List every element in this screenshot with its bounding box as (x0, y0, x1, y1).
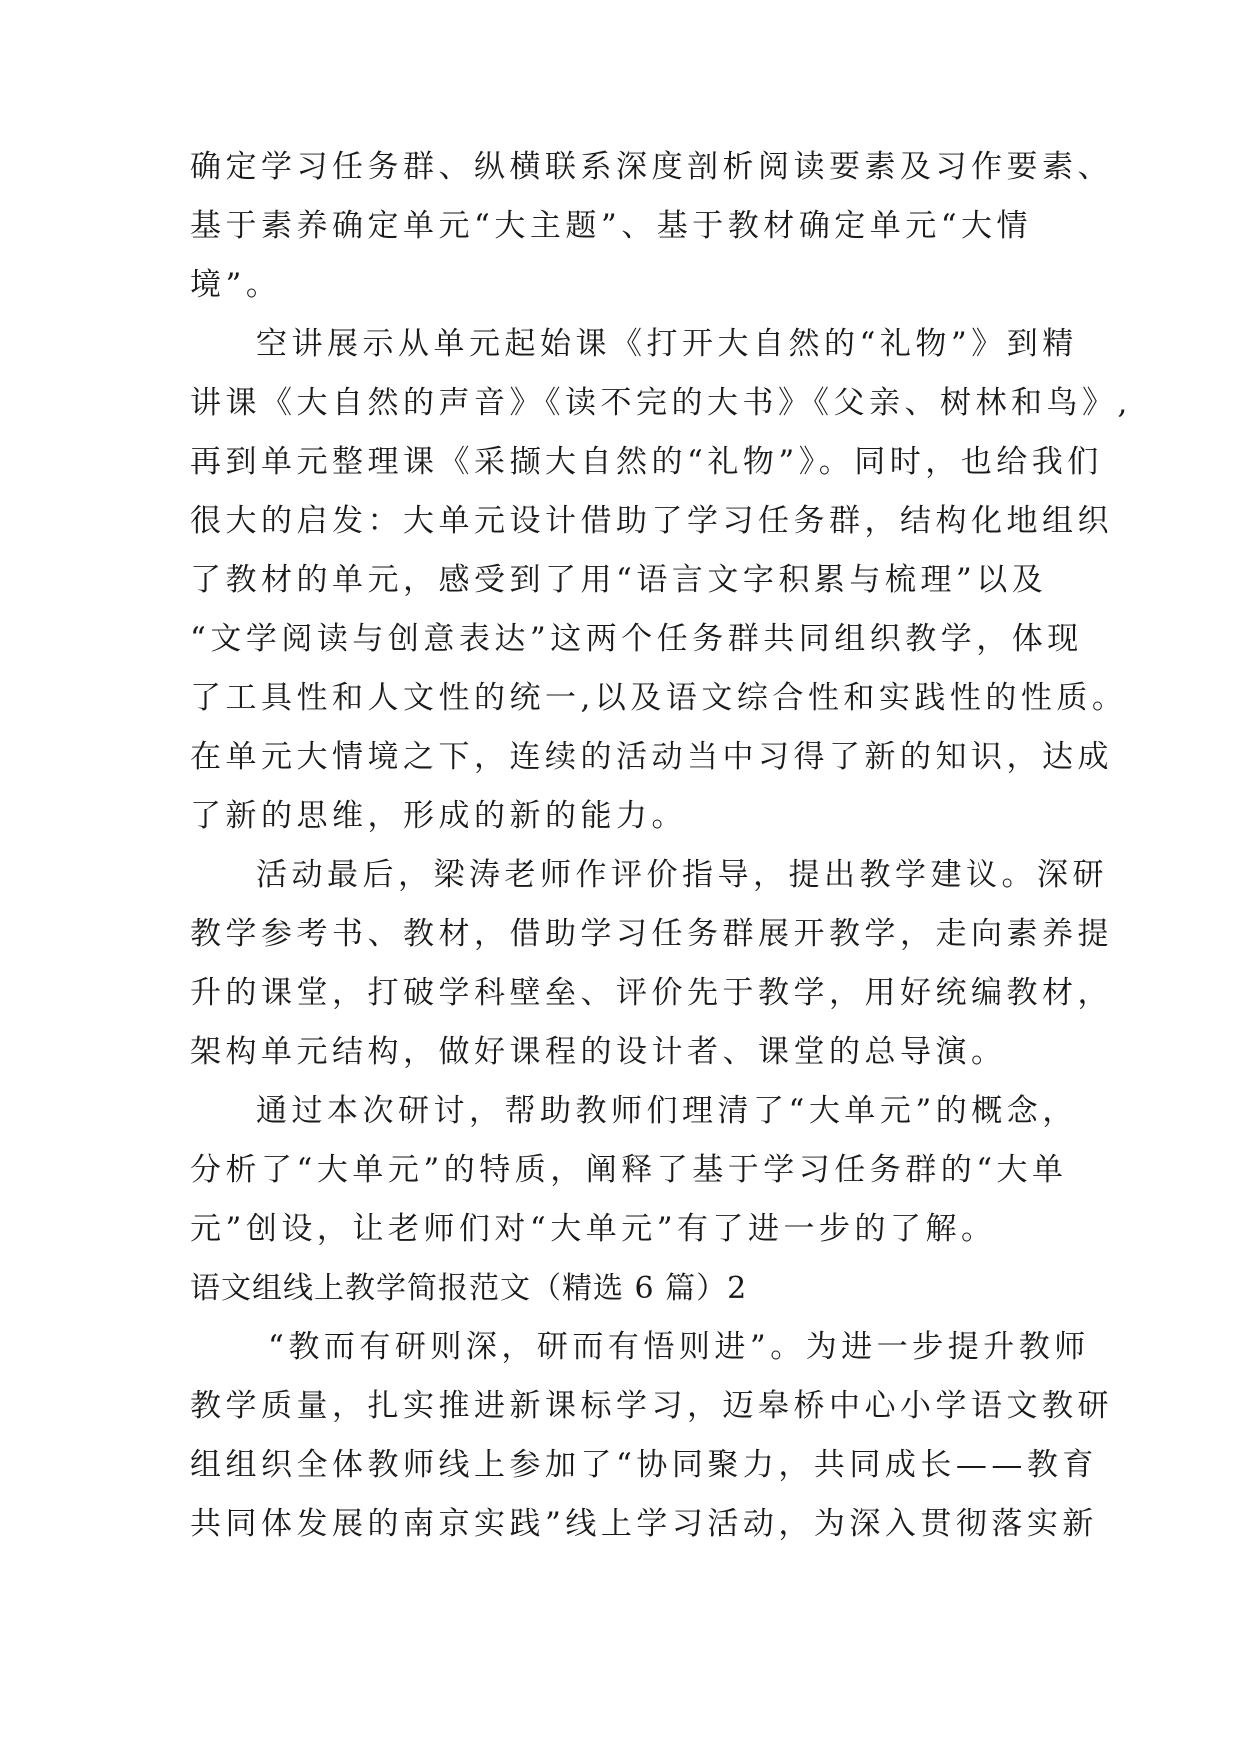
text-line: 空讲展示从单元起始课《打开大自然的“礼物”》到精 (256, 326, 1078, 362)
text-line: 确定学习任务群、纵横联系深度剖析阅读要素及习作要素、 (190, 149, 1113, 185)
text-line: 讲课《大自然的声音》《读不完的大书》《父亲、树林和鸟》, (190, 385, 1132, 421)
text-line: “文学阅读与创意表达”这两个任务群共同组织教学，体现 (190, 621, 1083, 657)
text-line: 境”。 (190, 267, 282, 303)
text-line: 了新的思维，形成的新的能力。 (190, 798, 687, 834)
section-heading: 语文组线上教学简报范文（精选 6 篇）2 (190, 1271, 748, 1306)
text-line: 基于素养确定单元“大主题”、基于教材确定单元“大情 (190, 208, 1033, 244)
text-line: 了教材的单元，感受到了用“语言文字积累与梳理”以及 (190, 562, 1048, 598)
paragraph-intro-tail (190, 138, 1113, 315)
paragraph-lecture-display (190, 315, 1132, 846)
text-line: 在单元大情境之下，连续的活动当中习得了新的知识，达成 (190, 739, 1113, 775)
paragraph-guidance (190, 846, 1113, 1082)
text-line: 活动最后，梁涛老师作评价指导，提出教学建议。深研 (256, 857, 1108, 893)
text-line: 组组织全体教师线上参加了“协同聚力，共同成长——教育 (190, 1447, 1098, 1483)
text-line: 了工具性和人文性的统一,以及语文综合性和实践性的性质。 (190, 680, 1128, 716)
text-line: 通过本次研讨，帮助教师们理清了“大单元”的概念， (256, 1093, 1078, 1129)
text-line: 再到单元整理课《采撷大自然的“礼物”》。同时，也给我们 (190, 444, 1103, 480)
paragraph-summary (190, 1082, 1078, 1259)
paragraph-section2-intro (190, 1318, 1113, 1554)
text-line: 架构单元结构，做好课程的设计者、课堂的总导演。 (190, 1034, 1007, 1070)
text-line: 很大的启发：大单元设计借助了学习任务群，结构化地组织 (190, 503, 1113, 539)
text-line: “教而有研则深，研而有悟则进”。为进一步提升教师 (268, 1329, 1090, 1365)
text-line: 元”创设，让老师们对“大单元”有了进一步的了解。 (190, 1211, 997, 1247)
text-line: 分析了“大单元”的特质，阐释了基于学习任务群的“大单 (190, 1152, 1068, 1188)
text-line: 教学质量，扎实推进新课标学习，迈皋桥中心小学语文教研 (190, 1388, 1113, 1424)
document-body (190, 138, 1132, 1554)
text-line: 共同体发展的南京实践”线上学习活动，为深入贯彻落实新 (190, 1506, 1098, 1542)
text-line: 升的课堂，打破学科壁垒、评价先于教学，用好统编教材， (190, 975, 1113, 1011)
text-line: 教学参考书、教材，借助学习任务群展开教学，走向素养提 (190, 916, 1113, 952)
